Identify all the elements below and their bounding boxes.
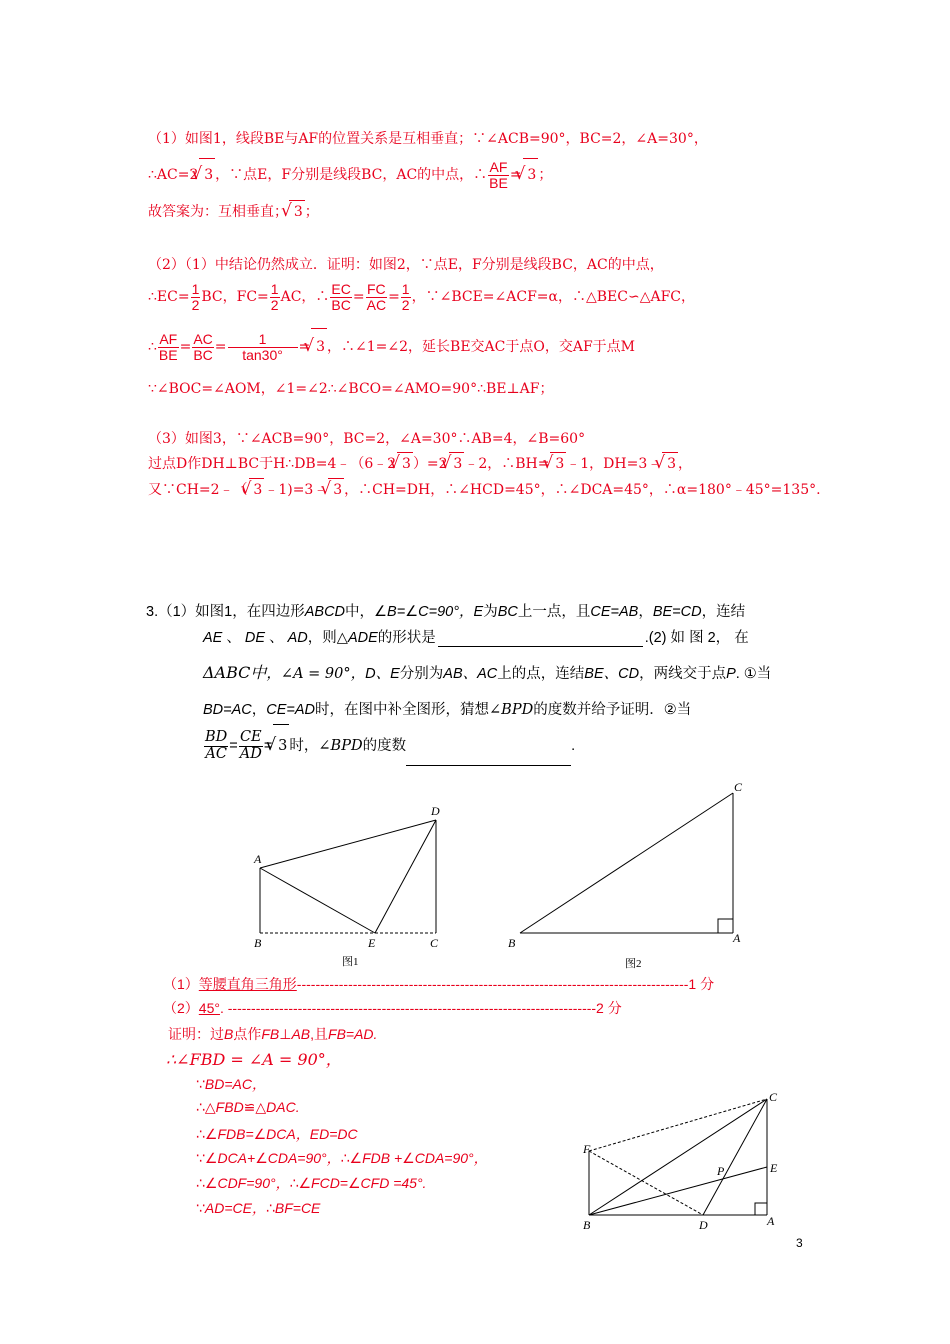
sqrt-3: √ 3 [523, 158, 539, 190]
fraction-af-be: $\frac{AF}{BE}$ [489, 158, 508, 191]
proof-line2: ∴∠FBD = ∠A = 90°， [166, 1050, 342, 1069]
answer-2: （2）45°. -------------------------------------------------------------------------------2 分 [163, 1000, 622, 1016]
segment-de [375, 820, 436, 933]
figure-1-caption: 图1 [342, 956, 359, 968]
page-number: 3 [796, 1236, 803, 1250]
part1-line2 [148, 158, 552, 190]
label-f: F [583, 1142, 591, 1156]
q3-line2: AE 、 DE 、 AD，则△ADE的形状是 .(2) 如 图 2， 在 [203, 630, 749, 646]
fraction-tan30: $\frac{1}{\tan 30^\circ}$ [228, 332, 298, 362]
label-b: B [508, 936, 516, 950]
figure-3 [575, 1085, 790, 1235]
label-c: C [769, 1090, 778, 1104]
part3-line3: 又∵CH=2﹣（√ 3 ﹣1)=3﹣√ 3 ，∴CH=DH，∴∠HCD=45°，∴∠DCA=45°，∴α=180°﹣45°=135°. [148, 478, 821, 499]
fraction-af-be: $\frac{AF}{BE}$ [158, 330, 178, 363]
part3-line1: （3）如图3，∵∠ACB=90°，BC=2，∠A=30°∴AB=4，∠B=60° [148, 431, 586, 447]
answer-blank [406, 751, 571, 766]
q3-line1: 3.（1）如图1，在四边形ABCD中，∠B=∠C=90°，E为BC上一点，且CE=AB，BE=CD，连结 [146, 604, 746, 620]
part2-line2: ∴EC= $\frac{1}{2}$ BC，FC= $\frac{1}{2}$ AC，∴ $\frac{EC}{BC}$ = $\frac{FC}{AC}$ = $\frac{1}{2}$ ，∵∠BCE=∠ACF=α，∴△BEC∽△AFC， [148, 280, 696, 313]
sqrt-3: √ 3 [273, 724, 289, 766]
fraction-fc-ac: $\frac{FC}{AC}$ [366, 280, 387, 313]
sqrt-3: √ 3 [550, 452, 566, 473]
segment-bc [520, 793, 733, 933]
proof-line1: 证明：过B点作FB⊥AB,且FB=AD. [168, 1026, 378, 1042]
q3-line3: ΔABC中，∠A = 90°，D、E分别为AB、AC上的点，连结BE、CD，两线交于点P. ①当 [203, 663, 772, 682]
proof-line5: ∴∠FDB=∠DCA，ED=DC [196, 1126, 358, 1142]
label-c: C [430, 936, 439, 950]
segment-be [589, 1167, 767, 1215]
segment-ae [260, 868, 375, 933]
answer-1: （1）等腰直角三角形------------------------------------------------------------------------------------1 分 [163, 976, 715, 992]
label-d: D [431, 804, 440, 818]
answer-blank [438, 632, 643, 647]
part2-line4: ∵∠BOC=∠AOM，∠1=∠2∴∠BCO=∠AMO=90°∴BE⊥AF； [148, 381, 554, 397]
part2-line3: ∴ $\frac{AF}{BE}$ = $\frac{AC}{BC}$ = $\frac{1}{\tan 30^\circ}$ =√ 3 ，∴∠1=∠2，延长BE交AC于点O，交AF于点M [148, 328, 635, 364]
sqrt-3: √ 3 [328, 478, 344, 499]
sqrt-3: √ 3 [249, 478, 265, 499]
label-b: B [254, 936, 262, 950]
fraction-half: $\frac{1}{2}$ [270, 280, 279, 313]
fraction-half: $\frac{1}{2}$ [401, 280, 410, 313]
segment-fd [589, 1151, 703, 1215]
sqrt-3: √ 3 [199, 158, 215, 190]
text: = [509, 167, 522, 183]
text: ∴AC=2 [148, 167, 199, 183]
sqrt-3: √ 3 [397, 452, 413, 473]
fraction-bd-ac: $\frac{BD}{AC}$ [205, 729, 228, 762]
label-b: B [583, 1218, 591, 1232]
text: ∴EC= [148, 289, 190, 305]
right-angle-mark [755, 1203, 767, 1215]
proof-line4: ∴△FBD≌△DAC. [196, 1099, 300, 1115]
segment-ad [260, 820, 436, 868]
fraction-half: $\frac{1}{2}$ [191, 280, 200, 313]
label-d: D [699, 1218, 708, 1232]
text: 故答案为：互相垂直； [148, 204, 288, 220]
figure-2-caption: 图2 [625, 958, 642, 970]
figure-2 [500, 775, 755, 975]
label-a: A [254, 852, 262, 866]
figure-1 [240, 795, 465, 970]
text: ，∵点E，F分别是线段BC，AC的中点，∴ [215, 167, 488, 183]
label-e: E [368, 936, 376, 950]
sqrt-3: √ 3 [289, 200, 305, 221]
q3-line4: BD=AC，CE=AD时，在图中补全图形，猜想∠BPD的度数并给予证明．②当 [203, 702, 692, 718]
label-p: P [717, 1164, 725, 1178]
text: ； [304, 204, 319, 220]
proof-line7: ∴∠CDF=90°，∴∠FCD=∠CFD =45°. [196, 1175, 427, 1191]
sqrt-3: √ 3 [662, 452, 678, 473]
part1-line3 [148, 200, 319, 221]
label-a: A [767, 1214, 775, 1228]
sqrt-3: √ 3 [449, 452, 465, 473]
proof-line6: ∵∠DCA+∠CDA=90°，∴∠FDB +∠CDA=90°， [196, 1150, 488, 1166]
text: ； [538, 167, 553, 183]
text: ，∴∠1=∠2，延长BE交AC于点O，交AF于点M [327, 339, 636, 355]
text: AC，∴ [280, 289, 330, 305]
fraction-ce-ad: $\frac{CE}{AD}$ [239, 729, 262, 762]
text: BC，FC= [201, 289, 269, 305]
fraction-ac-bc: $\frac{AC}{BC}$ [193, 330, 213, 363]
part1-line1: （1）如图1，线段BE与AF的位置关系是互相垂直；∵∠ACB=90°，BC=2，∠A=30°， [148, 131, 708, 147]
segment-fc [589, 1099, 767, 1151]
segment-bc [589, 1099, 767, 1215]
proof-line8: ∵AD=CE，∴BF=CE [196, 1200, 321, 1216]
sqrt-3: √ 3 [311, 328, 327, 364]
label-c: C [734, 780, 743, 794]
proof-line3: ∵BD=AC， [196, 1076, 266, 1092]
label-a: A [733, 931, 741, 945]
segment-cd [703, 1099, 767, 1215]
text: ，∵∠BCE=∠ACF=α，∴△BEC∽△AFC， [411, 289, 696, 305]
right-angle-mark [718, 919, 733, 933]
q3-line5: $\frac{BD}{AC}$ = $\frac{CE}{AD}$ =√ 3 时，∠BPD的度数 . [203, 724, 575, 766]
fraction-ec-bc: $\frac{EC}{BC}$ [331, 280, 351, 313]
part2-line1: （2）（1）中结论仍然成立．证明：如图2，∵点E，F分别是线段BC，AC的中点， [148, 257, 664, 273]
label-e: E [770, 1161, 778, 1175]
part3-line2: 过点D作DH⊥BC于H∴DB=4﹣（6﹣2√ 3 ）=2√ 3 ﹣2，∴BH=√ 3 ﹣1，DH=3﹣√ 3 ， [148, 452, 692, 473]
